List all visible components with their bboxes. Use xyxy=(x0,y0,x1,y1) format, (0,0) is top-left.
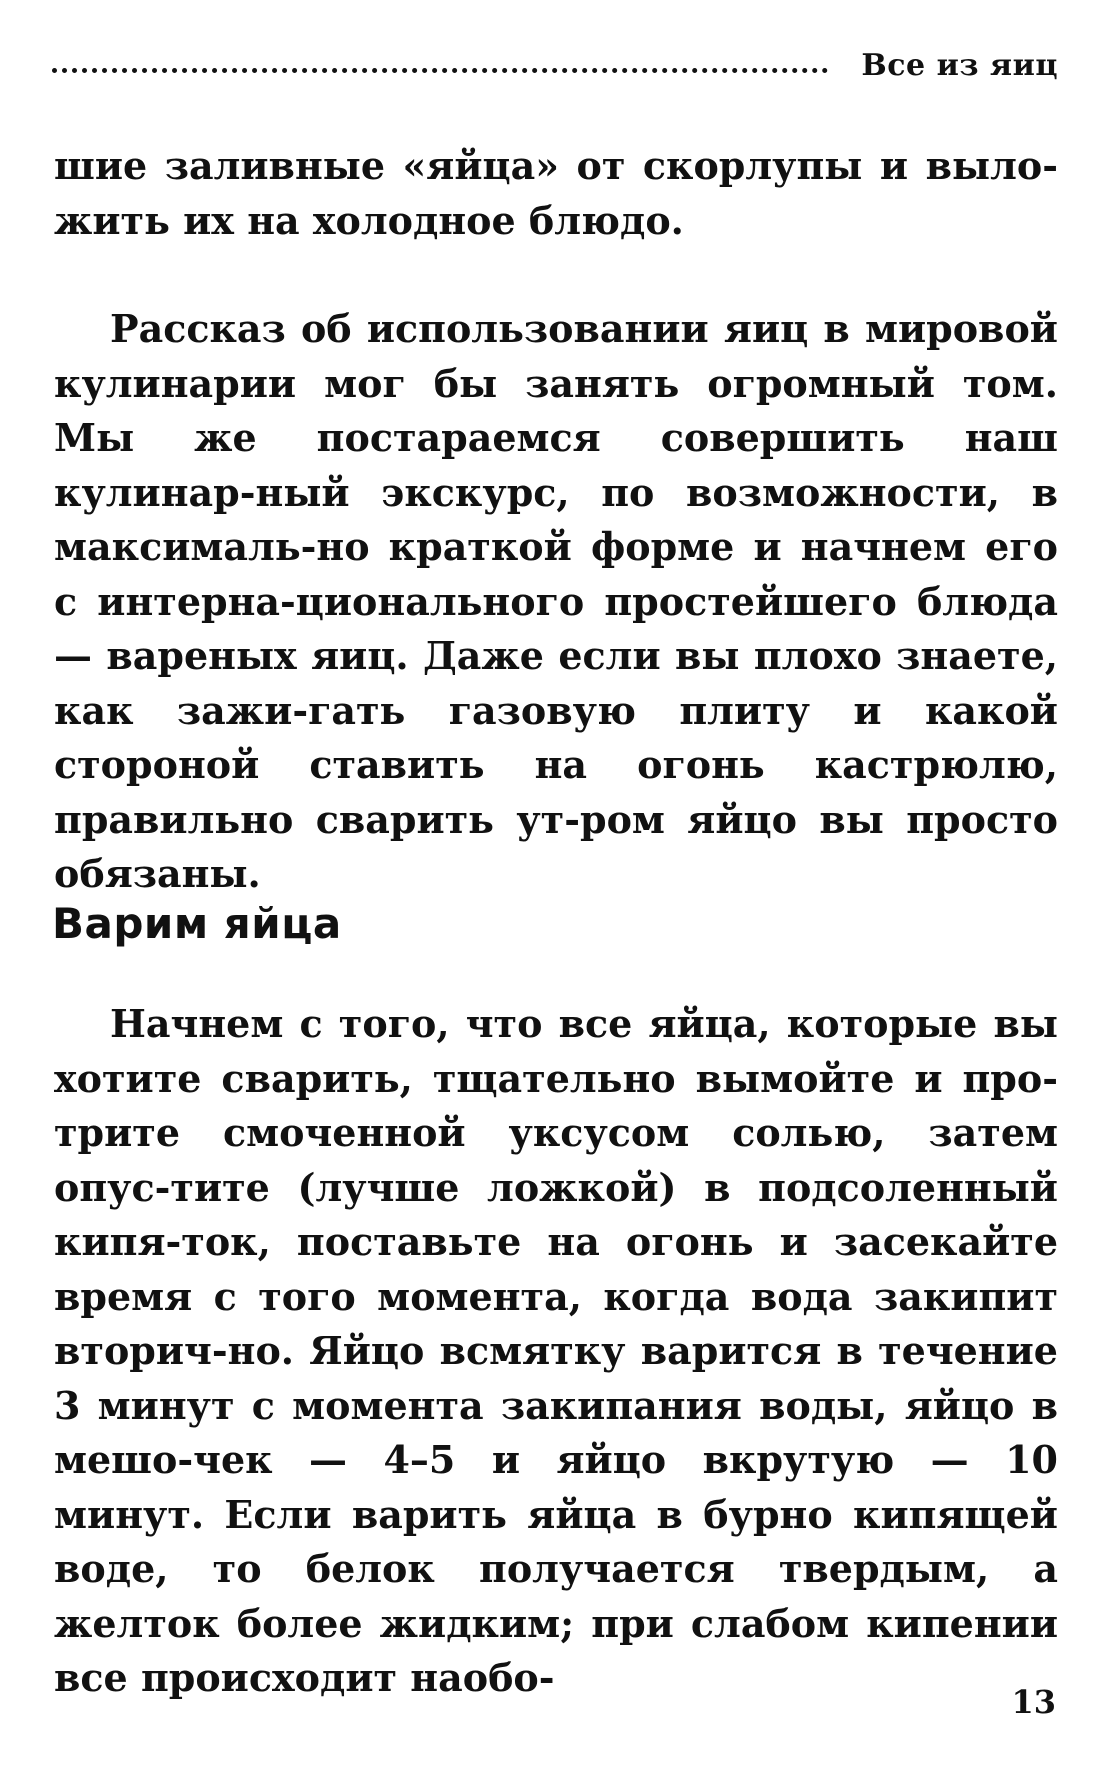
running-title: Все из яиц xyxy=(861,48,1058,83)
header-dot-leader xyxy=(52,68,828,73)
paragraph-boiling-eggs: Начнем с того, что все яйца, которые вы хотите сварить, тщательно вымойте и про-трите смоченной уксусом солью, затем опус-тите (лучше ложкой) в подсоленный кипя-ток, поставьте на огонь и засекайте время с того момента, когда вода закипит вторич-но. Яйцо всмятку варится в течение 3 минут с момента закипания воды, яйцо в мешо-чек — 4–5 и яйцо вкрутую — 10 минут. Если варить яйца в бурно кипящей воде, то белок получается твердым, а желток более жидким; при слабом кипении все происходит наобо- xyxy=(54,1001,1058,1700)
paragraph-intro: Рассказ об использовании яиц в мировой кулинарии мог бы занять огромный том. Мы же постараемся совершить наш кулинар-ный экскурс, по возможности, в максималь-но краткой форме и начнем его с интерна-ционального простейшего блюда — вареных яиц. Даже если вы плохо знаете, как зажи-гать газовую плиту и какой стороной ставить на огонь кастрюлю, правильно сварить ут-ром яйцо вы просто обязаны. xyxy=(54,306,1058,896)
paragraph-continuation: шие заливные «яйца» от скорлупы и выло-жить их на холодное блюдо. xyxy=(54,143,1058,243)
page-number: 13 xyxy=(1011,1683,1056,1721)
section-heading: Варим яйца xyxy=(52,899,342,948)
running-header xyxy=(52,46,1058,86)
